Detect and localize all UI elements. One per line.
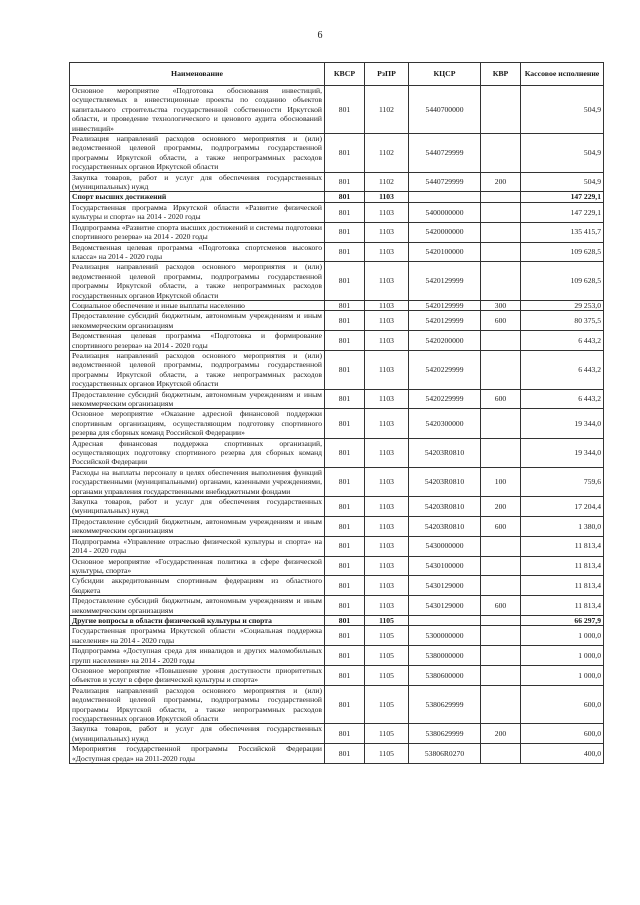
row-amount: 600,0 bbox=[521, 685, 604, 724]
header-kvsr: КВСР bbox=[325, 63, 365, 86]
row-rzpr: 1103 bbox=[365, 311, 409, 331]
row-rzpr: 1105 bbox=[365, 685, 409, 724]
row-kvsr: 801 bbox=[325, 596, 365, 616]
row-rzpr: 1103 bbox=[365, 242, 409, 262]
row-kvr bbox=[481, 665, 521, 685]
row-rzpr: 1103 bbox=[365, 467, 409, 496]
row-kvsr: 801 bbox=[325, 646, 365, 666]
row-kvr bbox=[481, 576, 521, 596]
row-kvsr: 801 bbox=[325, 311, 365, 331]
row-kvr bbox=[481, 646, 521, 666]
row-amount: 6 443,2 bbox=[521, 331, 604, 351]
row-kcsr: 54203R0810 bbox=[409, 516, 481, 536]
row-rzpr: 1102 bbox=[365, 172, 409, 192]
table-row bbox=[70, 626, 604, 646]
table-row bbox=[70, 497, 604, 517]
row-amount: 504,9 bbox=[521, 134, 604, 173]
row-name: Спорт высших достижений bbox=[70, 192, 325, 202]
row-name: Подпрограмма «Развитие спорта высших достижений и системы подготовки спортивного резерва» на 2014 - 2020 годы bbox=[70, 222, 325, 242]
row-rzpr: 1103 bbox=[365, 202, 409, 222]
row-kvsr: 801 bbox=[325, 300, 365, 310]
row-kcsr: 5440729999 bbox=[409, 172, 481, 192]
row-amount: 147 229,1 bbox=[521, 192, 604, 202]
row-amount: 19 344,0 bbox=[521, 409, 604, 438]
row-kvsr: 801 bbox=[325, 192, 365, 202]
table-row bbox=[70, 438, 604, 467]
row-kcsr: 5300000000 bbox=[409, 626, 481, 646]
budget-table bbox=[69, 62, 604, 764]
row-rzpr: 1103 bbox=[365, 192, 409, 202]
table-row bbox=[70, 409, 604, 438]
row-kcsr: 5430129000 bbox=[409, 596, 481, 616]
row-amount: 11 813,4 bbox=[521, 556, 604, 576]
row-name: Основное мероприятие «Подготовка обоснования инвестиций, осуществляемых в инвестиционные проекты по созданию объектов капитального строительства государственной собственности Иркутской области, и проведение технологического и ценового аудита обоснований инвестиций» bbox=[70, 86, 325, 134]
row-name: Ведомственная целевая программа «Подготовка и формирование спортивного резерва» на 2014 - 2020 годы bbox=[70, 331, 325, 351]
row-kvsr: 801 bbox=[325, 626, 365, 646]
row-rzpr: 1103 bbox=[365, 350, 409, 389]
table-row bbox=[70, 596, 604, 616]
row-kvr: 600 bbox=[481, 596, 521, 616]
row-kvr bbox=[481, 685, 521, 724]
row-name: Адресная финансовая поддержка спортивных организаций, осуществляющих подготовку спортивного резерва для сборных команд Российской Федерации bbox=[70, 438, 325, 467]
row-kvsr: 801 bbox=[325, 665, 365, 685]
row-amount: 109 628,5 bbox=[521, 242, 604, 262]
row-name: Основное мероприятие «Государственная политика в сфере физической культуры, спорта» bbox=[70, 556, 325, 576]
row-kvr bbox=[481, 615, 521, 625]
row-name: Реализация направлений расходов основного мероприятия и (или) ведомственной целевой программы, подпрограммы государственной программы Иркутской области, а также непрограммных расходов государственных органов Иркутской области bbox=[70, 262, 325, 301]
row-kvr bbox=[481, 242, 521, 262]
row-kvsr: 801 bbox=[325, 536, 365, 556]
row-amount: 11 813,4 bbox=[521, 536, 604, 556]
row-amount: 400,0 bbox=[521, 744, 604, 764]
row-kvsr: 801 bbox=[325, 744, 365, 764]
row-kvr bbox=[481, 438, 521, 467]
table-row bbox=[70, 350, 604, 389]
row-name: Закупка товаров, работ и услуг для обеспечения государственных (муниципальных) нужд bbox=[70, 497, 325, 517]
table-row bbox=[70, 300, 604, 310]
table-row bbox=[70, 516, 604, 536]
row-name: Основное мероприятие «Оказание адресной финансовой поддержки спортивным организациям, осуществляющим подготовку спортивного резерва для сборных команд Российской Федерации» bbox=[70, 409, 325, 438]
table-row bbox=[70, 576, 604, 596]
table-row bbox=[70, 646, 604, 666]
row-kvsr: 801 bbox=[325, 202, 365, 222]
row-amount: 11 813,4 bbox=[521, 576, 604, 596]
row-kvsr: 801 bbox=[325, 556, 365, 576]
row-amount: 6 443,2 bbox=[521, 389, 604, 409]
table-row bbox=[70, 134, 604, 173]
row-kvr bbox=[481, 262, 521, 301]
row-kvr bbox=[481, 134, 521, 173]
row-kvr bbox=[481, 409, 521, 438]
row-kvr bbox=[481, 331, 521, 351]
row-kcsr: 5420200000 bbox=[409, 331, 481, 351]
row-amount: 29 253,0 bbox=[521, 300, 604, 310]
row-kcsr: 54203R0810 bbox=[409, 438, 481, 467]
row-kvsr: 801 bbox=[325, 222, 365, 242]
row-kvr: 200 bbox=[481, 172, 521, 192]
table-row bbox=[70, 262, 604, 301]
row-kvr bbox=[481, 556, 521, 576]
row-name: Основное мероприятие «Повышение уровня доступности приоритетных объектов и услуг в сфере физической культуры и спорта» bbox=[70, 665, 325, 685]
row-kcsr: 5420229999 bbox=[409, 350, 481, 389]
row-kvsr: 801 bbox=[325, 172, 365, 192]
row-kvr bbox=[481, 536, 521, 556]
table-row bbox=[70, 389, 604, 409]
row-kvr: 100 bbox=[481, 467, 521, 496]
row-kvsr: 801 bbox=[325, 438, 365, 467]
row-rzpr: 1105 bbox=[365, 615, 409, 625]
row-amount: 1 000,0 bbox=[521, 626, 604, 646]
row-amount: 11 813,4 bbox=[521, 596, 604, 616]
row-rzpr: 1103 bbox=[365, 222, 409, 242]
row-amount: 1 380,0 bbox=[521, 516, 604, 536]
table-row bbox=[70, 222, 604, 242]
row-kcsr: 5380000000 bbox=[409, 646, 481, 666]
row-kvsr: 801 bbox=[325, 262, 365, 301]
row-name: Другие вопросы в области физической культуры и спорта bbox=[70, 615, 325, 625]
row-kcsr: 5430129000 bbox=[409, 576, 481, 596]
row-rzpr: 1102 bbox=[365, 134, 409, 173]
row-kcsr: 5380600000 bbox=[409, 665, 481, 685]
row-kcsr: 5420100000 bbox=[409, 242, 481, 262]
table-row bbox=[70, 724, 604, 744]
row-name: Закупка товаров, работ и услуг для обеспечения государственных (муниципальных) нужд bbox=[70, 172, 325, 192]
row-rzpr: 1105 bbox=[365, 724, 409, 744]
row-kcsr: 54203R0810 bbox=[409, 467, 481, 496]
row-kvsr: 801 bbox=[325, 497, 365, 517]
row-rzpr: 1105 bbox=[365, 665, 409, 685]
row-name: Социальное обеспечение и иные выплаты населению bbox=[70, 300, 325, 310]
row-name: Предоставление субсидий бюджетным, автономным учреждениям и иным некоммерческим организациям bbox=[70, 596, 325, 616]
row-amount: 19 344,0 bbox=[521, 438, 604, 467]
row-name: Предоставление субсидий бюджетным, автономным учреждениям и иным некоммерческим организациям bbox=[70, 311, 325, 331]
row-kvsr: 801 bbox=[325, 389, 365, 409]
row-name: Предоставление субсидий бюджетным, автономным учреждениям и иным некоммерческим организациям bbox=[70, 516, 325, 536]
row-kvsr: 801 bbox=[325, 242, 365, 262]
row-name: Подпрограмма «Доступная среда для инвалидов и других маломобильных групп населения» на 2014 - 2020 годы bbox=[70, 646, 325, 666]
row-name: Предоставление субсидий бюджетным, автономным учреждениям и иным некоммерческим организациям bbox=[70, 389, 325, 409]
row-rzpr: 1103 bbox=[365, 389, 409, 409]
row-amount: 1 000,0 bbox=[521, 646, 604, 666]
row-kvsr: 801 bbox=[325, 86, 365, 134]
row-kcsr: 5420129999 bbox=[409, 262, 481, 301]
header-rzpr: РзПР bbox=[365, 63, 409, 86]
row-kvr bbox=[481, 86, 521, 134]
row-amount: 504,9 bbox=[521, 172, 604, 192]
row-rzpr: 1105 bbox=[365, 646, 409, 666]
row-kcsr bbox=[409, 192, 481, 202]
row-kcsr: 5430000000 bbox=[409, 536, 481, 556]
row-rzpr: 1103 bbox=[365, 556, 409, 576]
table-row bbox=[70, 467, 604, 496]
row-amount: 600,0 bbox=[521, 724, 604, 744]
row-rzpr: 1103 bbox=[365, 536, 409, 556]
table-row bbox=[70, 665, 604, 685]
table-row bbox=[70, 331, 604, 351]
row-amount: 147 229,1 bbox=[521, 202, 604, 222]
row-rzpr: 1105 bbox=[365, 626, 409, 646]
row-rzpr: 1103 bbox=[365, 300, 409, 310]
row-kvr: 200 bbox=[481, 497, 521, 517]
row-kvr bbox=[481, 350, 521, 389]
table-row bbox=[70, 685, 604, 724]
row-kcsr: 5420129999 bbox=[409, 311, 481, 331]
row-amount: 1 000,0 bbox=[521, 665, 604, 685]
row-name: Ведомственная целевая программа «Подготовка спортсменов высокого класса» на 2014 - 2020 годы bbox=[70, 242, 325, 262]
row-amount: 66 297,9 bbox=[521, 615, 604, 625]
row-kcsr: 5420129999 bbox=[409, 300, 481, 310]
table-header-row bbox=[70, 63, 604, 86]
row-kvsr: 801 bbox=[325, 331, 365, 351]
table-row bbox=[70, 202, 604, 222]
row-name: Расходы на выплаты персоналу в целях обеспечения выполнения функций государственными (муниципальными) органами, казенными учреждениями, органами управления государственными внебюджетными фондами bbox=[70, 467, 325, 496]
row-kcsr: 5440700000 bbox=[409, 86, 481, 134]
row-kvsr: 801 bbox=[325, 467, 365, 496]
row-name: Реализация направлений расходов основного мероприятия и (или) ведомственной целевой программы, подпрограммы государственной программы Иркутской области, а также непрограммных расходов государственных органов Иркутской области bbox=[70, 134, 325, 173]
row-kcsr: 5380629999 bbox=[409, 724, 481, 744]
row-kvsr: 801 bbox=[325, 134, 365, 173]
row-kvsr: 801 bbox=[325, 724, 365, 744]
row-kvsr: 801 bbox=[325, 685, 365, 724]
row-kvr: 600 bbox=[481, 311, 521, 331]
row-kcsr: 5400000000 bbox=[409, 202, 481, 222]
row-kvsr: 801 bbox=[325, 350, 365, 389]
header-kvr: КВР bbox=[481, 63, 521, 86]
table-row bbox=[70, 311, 604, 331]
row-amount: 17 204,4 bbox=[521, 497, 604, 517]
row-kcsr: 5430100000 bbox=[409, 556, 481, 576]
row-name: Закупка товаров, работ и услуг для обеспечения государственных (муниципальных) нужд bbox=[70, 724, 325, 744]
row-name: Государственная программа Иркутской области «Социальная поддержка населения» на 2014 - 2020 годы bbox=[70, 626, 325, 646]
row-kcsr: 5440729999 bbox=[409, 134, 481, 173]
row-kvr bbox=[481, 222, 521, 242]
row-kcsr: 5380629999 bbox=[409, 685, 481, 724]
row-kcsr: 5420300000 bbox=[409, 409, 481, 438]
row-kcsr: 54203R0810 bbox=[409, 497, 481, 517]
row-kcsr bbox=[409, 615, 481, 625]
row-kvr bbox=[481, 626, 521, 646]
row-name: Реализация направлений расходов основного мероприятия и (или) ведомственной целевой программы, подпрограммы государственной программы Иркутской области, а также непрограммных расходов государственных органов Иркутской области bbox=[70, 685, 325, 724]
row-kcsr: 53806R0270 bbox=[409, 744, 481, 764]
row-kvr bbox=[481, 192, 521, 202]
row-rzpr: 1103 bbox=[365, 331, 409, 351]
header-name: Наименование bbox=[70, 63, 325, 86]
row-name: Субсидии аккредитованным спортивным федерациям из областного бюджета bbox=[70, 576, 325, 596]
row-amount: 80 375,5 bbox=[521, 311, 604, 331]
row-rzpr: 1103 bbox=[365, 576, 409, 596]
row-rzpr: 1103 bbox=[365, 497, 409, 517]
table-row bbox=[70, 536, 604, 556]
table-row bbox=[70, 744, 604, 764]
row-kvsr: 801 bbox=[325, 409, 365, 438]
row-rzpr: 1103 bbox=[365, 516, 409, 536]
row-kvr: 200 bbox=[481, 724, 521, 744]
header-kcsr: КЦСР bbox=[409, 63, 481, 86]
row-amount: 759,6 bbox=[521, 467, 604, 496]
row-rzpr: 1105 bbox=[365, 744, 409, 764]
table-row bbox=[70, 242, 604, 262]
row-kvsr: 801 bbox=[325, 516, 365, 536]
row-amount: 504,9 bbox=[521, 86, 604, 134]
table-row bbox=[70, 192, 604, 202]
table-row bbox=[70, 172, 604, 192]
row-amount: 135 415,7 bbox=[521, 222, 604, 242]
row-kvsr: 801 bbox=[325, 576, 365, 596]
table-row bbox=[70, 615, 604, 625]
row-kvr: 600 bbox=[481, 516, 521, 536]
row-name: Подпрограмма «Управление отраслью физической культуры и спорта» на 2014 - 2020 годы bbox=[70, 536, 325, 556]
row-amount: 6 443,2 bbox=[521, 350, 604, 389]
row-rzpr: 1103 bbox=[365, 262, 409, 301]
row-rzpr: 1102 bbox=[365, 86, 409, 134]
row-name: Мероприятия государственной программы Российской Федерации «Доступная среда» на 2011-2020 годы bbox=[70, 744, 325, 764]
row-kvsr: 801 bbox=[325, 615, 365, 625]
page-number: 6 bbox=[317, 30, 323, 41]
row-amount: 109 628,5 bbox=[521, 262, 604, 301]
row-rzpr: 1103 bbox=[365, 438, 409, 467]
row-name: Государственная программа Иркутской области «Развитие физической культуры и спорта» на 2014 - 2020 годы bbox=[70, 202, 325, 222]
row-kvr: 300 bbox=[481, 300, 521, 310]
table-row bbox=[70, 556, 604, 576]
row-kvr: 600 bbox=[481, 389, 521, 409]
row-kvr bbox=[481, 744, 521, 764]
row-kcsr: 5420000000 bbox=[409, 222, 481, 242]
table-row bbox=[70, 86, 604, 134]
row-rzpr: 1103 bbox=[365, 596, 409, 616]
header-cash-execution: Кассовое исполнение bbox=[521, 63, 604, 86]
row-rzpr: 1103 bbox=[365, 409, 409, 438]
row-kvr bbox=[481, 202, 521, 222]
row-name: Реализация направлений расходов основного мероприятия и (или) ведомственной целевой программы, подпрограммы государственной программы Иркутской области, а также непрограммных расходов государственных органов Иркутской области bbox=[70, 350, 325, 389]
row-kcsr: 5420229999 bbox=[409, 389, 481, 409]
